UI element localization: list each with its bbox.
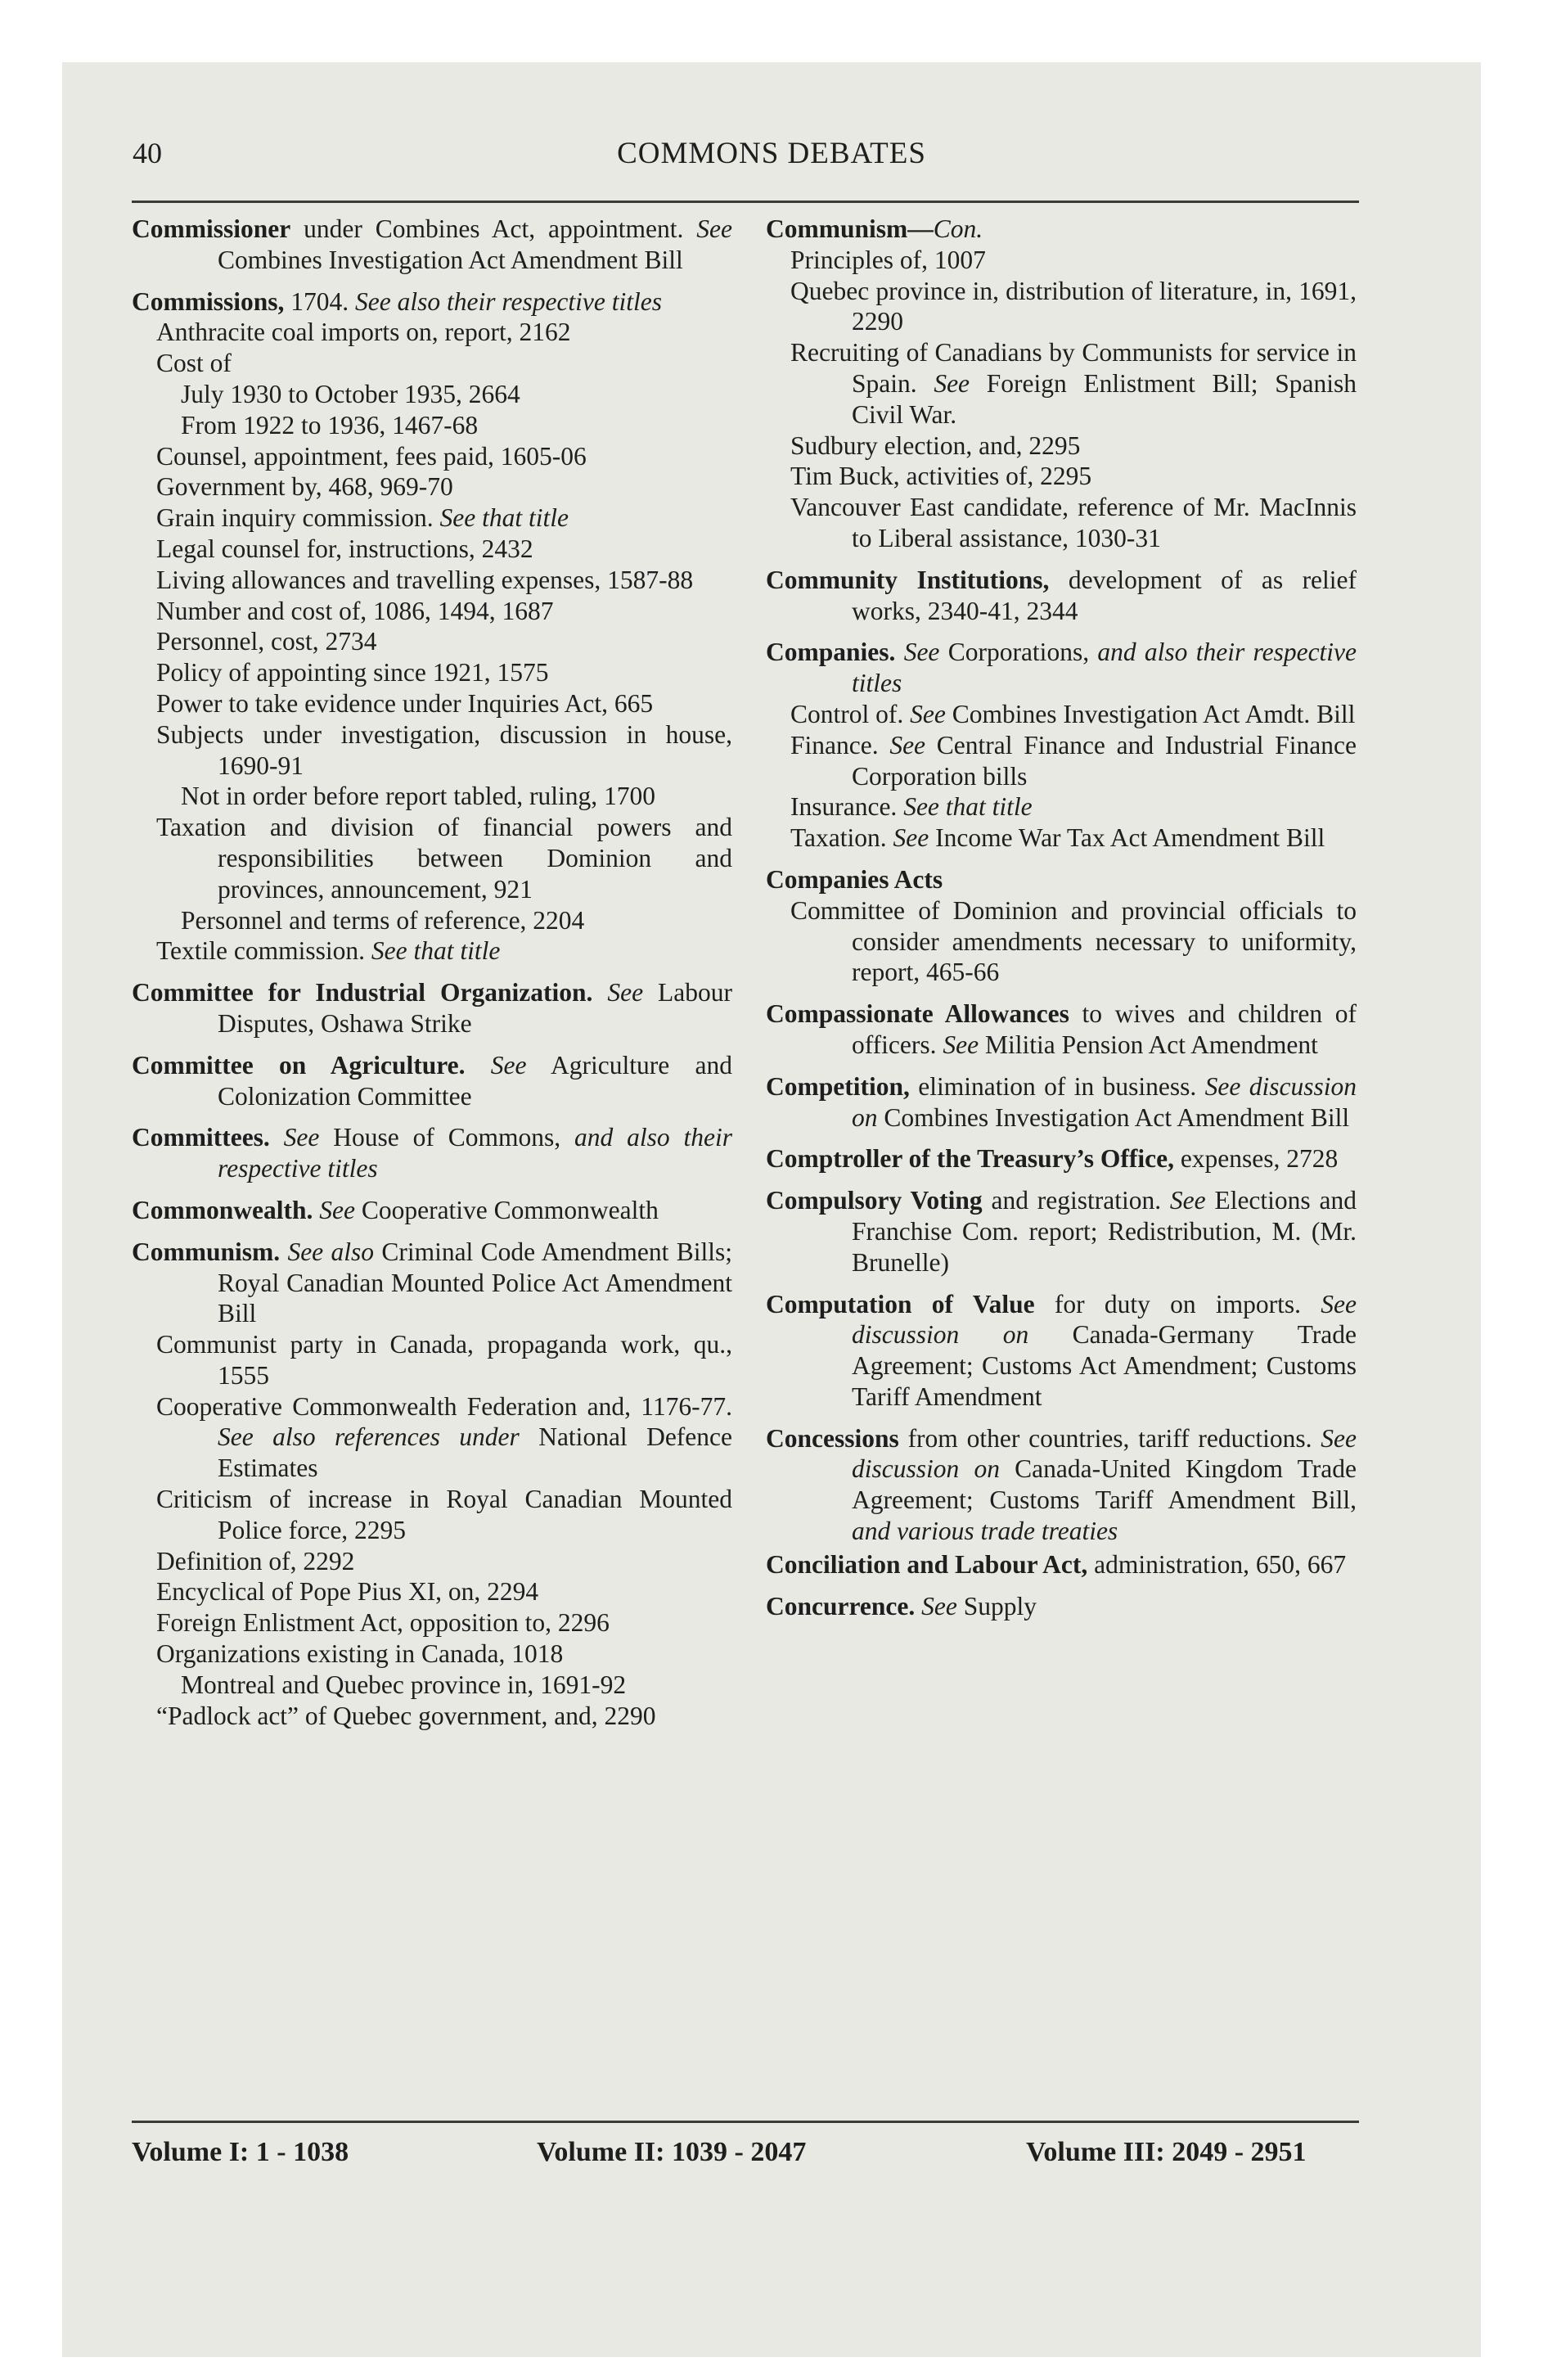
header-rule [132,201,1359,203]
sub-entry: Personnel, cost, 2734 [156,627,377,656]
sub-entry: Organizations existing in Canada, 1018 [156,1639,564,1669]
entry-heading: Computation of Value [766,1289,1035,1318]
index-entry: Committee on Agriculture. See Agriculture and Colonization Committee [132,1050,732,1111]
index-entry: Compassionate Allowances to wives and children of officers. See Militia Pension Act Amendment [766,999,1357,1059]
entry-heading: Committee on Agriculture. [132,1050,466,1080]
index-entry: Concessions from other countries, tariff reductions. See discussion on Canada-United Kingdom Trade Agreement; Customs Tariff Amendment Bill, and various trade treaties [766,1423,1357,1546]
entry-heading: Competition, [766,1071,910,1101]
sub-entry: Number and cost of, 1086, 1494, 1687 [156,596,554,625]
entry-heading: Communism— [766,214,934,243]
index-entry: Conciliation and Labour Act, administration, 650, 667 [766,1549,1347,1579]
volume-range-2: Volume II: 1039 - 2047 [537,2137,807,2167]
index-entry: Commissions, 1704. See also their respective titles Anthracite coal imports on, report, 2162 Cost of July 1930 to October 1935, 2664 From 1922 to 1936, 1467-68 Counsel, appointment, fees paid, 1605-06 Government by, 468, 969-70 Grain inquiry commission. See that title Legal counsel for, instructions, 2432 Living allowances and travelling expenses, 1587-88 Number and cost of, 1086, 1494, 1687 Personnel, cost, 2734 Policy of appointing since 1921, 1575 Power to take evidence under Inquiries Act, 665 Subjects under investigation, discussion in house, 1690-91 Not in order before report tabled, ruling, 1700 Taxation and division of financial powers and responsibilities between Dominion and provinces, announcement, 921 Personnel and terms of reference, 2204 Textile commission. See that title [132,286,732,966]
sub-entry: Principles of, 1007 [790,245,986,274]
sub-entry: Criticism of increase in Royal Canadian Mounted Police force, 2295 [156,1485,732,1544]
entry-heading: Conciliation and Labour Act, [766,1549,1088,1579]
index-entry: Commonwealth. See Cooperative Commonwealth [132,1195,659,1224]
sub-entry: Sudbury election, and, 2295 [790,430,1081,460]
sub-entry: Policy of appointing since 1921, 1575 [156,658,549,687]
sub-entry: Taxation. See Income War Tax Act Amendment Bill [790,823,1325,853]
sub-sub-entry: Montreal and Quebec province in, 1691-92 [181,1670,627,1699]
index-entry: Committees. See House of Commons, and also their respective titles [132,1123,733,1183]
index-entry: Community Institutions, development of as relief works, 2340-41, 2344 [766,565,1357,625]
left-column [132,214,732,1742]
index-entry: Communism. See also Criminal Code Amendment Bills; Royal Canadian Mounted Police Act Amendment Bill Communist party in Canada, propaganda work, qu., 1555 Cooperative Commonwealth Federation and, 1176-77. See also references under National Defence Estimates Criticism of increase in Royal Canadian Mounted Police force, 2295 Definition of, 2292 Encyclical of Pope Pius XI, on, 2294 Foreign Enlistment Act, opposition to, 2296 Organizations existing in Canada, 1018 Montreal and Quebec province in, 1691-92 “Padlock act” of Quebec government, and, 2290 [132,1237,732,1730]
entry-heading: Community Institutions, [766,565,1050,594]
sub-entry: Cost of [156,349,232,378]
footer-rule [132,2121,1359,2123]
sub-entry: Government by, 468, 969-70 [156,472,453,502]
entry-heading: Commissioner [132,214,291,243]
index-entry: Compulsory Voting and registration. See Elections and Franchise Com. report; Redistribution, M. (Mr. Brunelle) [766,1186,1357,1277]
sub-sub-entry: Personnel and terms of reference, 2204 [181,905,585,935]
sub-entry: Counsel, appointment, fees paid, 1605-06 [156,441,587,471]
sub-entry: Finance. See Central Finance and Industrial Finance Corporation bills [790,730,1357,791]
entry-heading: Companies. [766,638,896,667]
sub-entry: Encyclical of Pope Pius XI, on, 2294 [156,1577,539,1607]
sub-sub-entry: Not in order before report tabled, ruling, 1700 [181,782,655,811]
entry-heading: Committees. [132,1123,270,1152]
index-entry [766,864,1357,988]
volume-range-3: Volume III: 2049 - 2951 [1026,2137,1307,2167]
index-entry: Competition, elimination of in business. See discussion on Combines Investigation Act Amendment Bill [766,1071,1357,1132]
entry-heading: Companies Acts [766,864,943,894]
entry-heading: Commonwealth. [132,1195,313,1224]
see-ref: See [696,214,732,243]
index-entry: Companies. See Corporations, and also their respective titles Control of. See Combines Investigation Act Amdt. Bill Finance. See Central Finance and Industrial Finance Corporation bills Insurance. See that title Taxation. See Income War Tax Act Amendment Bill [766,638,1357,853]
sub-entry: Committee of Dominion and provincial officials to consider amendments necessary to uniformity, report, 465-66 [790,895,1357,987]
entry-heading: Compulsory Voting [766,1186,983,1215]
sub-entry: Communist party in Canada, propaganda work, qu., 1555 [156,1330,732,1390]
entry-heading: Comptroller of the Treasury’s Office, [766,1144,1174,1174]
entry-heading: Concessions [766,1423,899,1453]
entry-heading: Compassionate Allowances [766,999,1069,1029]
sub-entry: Textile commission. See that title [156,936,501,966]
sub-entry: Legal counsel for, instructions, 2432 [156,534,533,563]
entry-heading: Committee for Industrial Organization. [132,978,593,1007]
sub-entry: Control of. See Combines Investigation Act Amdt. Bill [790,699,1356,728]
entry-heading: Concurrence. [766,1591,916,1620]
sub-entry: Quebec province in, distribution of literature, in, 1691, 2290 [790,276,1357,336]
index-entry: Committee for Industrial Organization. See Labour Disputes, Oshawa Strike [132,978,733,1038]
sub-entry: “Padlock act” of Quebec government, and, 2290 [156,1701,656,1730]
page-title: COMMONS DEBATES [617,137,926,170]
sub-entry: Foreign Enlistment Act, opposition to, 2296 [156,1608,610,1638]
sub-entry: Taxation and division of financial powers and responsibilities between Dominion and provinces, announcement, 921 [156,813,732,904]
sub-entry: Living allowances and travelling expenses, 1587-88 [156,565,694,594]
sub-entry: Anthracite coal imports on, report, 2162 [156,318,571,347]
page-number: 40 [133,137,162,169]
entry-heading: Communism. [132,1237,281,1266]
page-sheet [62,62,1481,2357]
sub-sub-entry: July 1930 to October 1935, 2664 [181,379,520,408]
index-entry: Computation of Value for duty on imports. See discussion on Canada-Germany Trade Agreement; Customs Act Amendment; Customs Tariff Amendment [766,1289,1357,1411]
entry-text: under Combines Act, appointment. [290,214,697,243]
sub-entry: Recruiting of Canadians by Communists for service in Spain. See Foreign Enlistment Bill; Spanish Civil War. [790,338,1357,429]
sub-sub-entry: From 1922 to 1936, 1467-68 [181,410,479,439]
index-entry: Comptroller of the Treasury’s Office, expenses, 2728 [766,1144,1339,1174]
index-entry: Concurrence. See Supply [766,1591,1037,1620]
sub-entry: Insurance. See that title [790,792,1033,822]
sub-entry: Cooperative Commonwealth Federation and, 1176-77. See also references under National Defence Estimates [156,1391,732,1483]
sub-entry: Tim Buck, activities of, 2295 [790,462,1092,491]
index-entry: Communism—Con. Principles of, 1007 Quebec province in, distribution of literature, in, 1691, 2290 Recruiting of Canadians by Communists for service in Spain. See Foreign Enlistment Bill; Spanish Civil War. Sudbury election, and, 2295 Tim Buck, activities of, 2295 Vancouver East candidate, reference of Mr. MacInnis to Liberal assistance, 1030-31 [766,214,1357,552]
right-column [766,214,1357,1632]
sub-entry: Grain inquiry commission. See that title [156,503,569,533]
sub-entry: Definition of, 2292 [156,1546,355,1575]
sub-entry: Vancouver East candidate, reference of Mr. MacInnis to Liberal assistance, 1030-31 [790,493,1357,552]
index-entry [132,214,732,276]
sub-entry: Power to take evidence under Inquiries Act, 665 [156,688,654,718]
entry-text: Combines Investigation Act Amendment Bill [218,245,683,274]
volume-range-1: Volume I: 1 - 1038 [132,2137,349,2167]
entry-heading: Commissions, [132,286,285,316]
sub-entry: Subjects under investigation, discussion in house, 1690-91 [156,719,732,780]
